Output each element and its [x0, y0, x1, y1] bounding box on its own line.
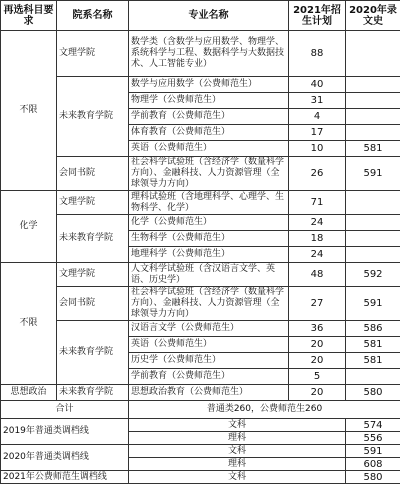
cutoff-score: 591 — [346, 445, 400, 458]
score-cell — [346, 109, 400, 125]
score-cell — [346, 191, 400, 215]
header-plan: 2021年招生计划 — [289, 1, 346, 31]
score-cell: 580 — [346, 385, 400, 401]
table-row — [1, 191, 400, 215]
table-row — [1, 321, 400, 337]
score-cell — [346, 125, 400, 141]
header-major: 专业名称 — [129, 1, 289, 31]
major-cell: 数学与应用数学（公费师范生） — [129, 77, 289, 93]
header-row — [1, 1, 400, 31]
score-cell — [346, 247, 400, 263]
cutoff-category: 文科 — [129, 471, 346, 484]
total-label: 合计 — [1, 401, 129, 419]
major-cell: 英语（公费师范生） — [129, 141, 289, 157]
cutoff-score: 574 — [346, 419, 400, 432]
table-row — [1, 77, 400, 93]
college-cell: 文理学院 — [57, 31, 129, 77]
plan-cell: 71 — [289, 191, 346, 215]
cutoff-category: 文科 — [129, 419, 346, 432]
plan-cell: 20 — [289, 385, 346, 401]
score-cell: 581 — [346, 141, 400, 157]
score-cell — [346, 215, 400, 231]
score-cell: 581 — [346, 337, 400, 353]
major-cell: 数学类（含数学与应用数学、物理学、系统科学与工程、数据科学与大数据技术、人工智能专业） — [129, 31, 289, 77]
score-cell: 581 — [346, 353, 400, 369]
cutoff-row — [1, 471, 400, 484]
plan-cell: 18 — [289, 231, 346, 247]
cutoff-row — [1, 445, 400, 458]
cutoff-score: 580 — [346, 471, 400, 484]
subject-req-cell: 思想政治 — [1, 385, 57, 401]
table-row — [1, 157, 400, 191]
major-cell: 社会科学试验班（含经济学（数量科学方向）、金融科技、人力资源管理（全球领导力方向） — [129, 287, 289, 321]
college-cell: 文理学院 — [57, 191, 129, 215]
plan-cell: 31 — [289, 93, 346, 109]
plan-cell: 26 — [289, 157, 346, 191]
score-cell: 592 — [346, 263, 400, 287]
cutoff-category: 理科 — [129, 458, 346, 471]
cutoff-category: 理科 — [129, 432, 346, 445]
score-cell — [346, 369, 400, 385]
major-cell: 地理科学（公费师范生） — [129, 247, 289, 263]
plan-cell: 27 — [289, 287, 346, 321]
table-row — [1, 31, 400, 77]
cutoff-score: 556 — [346, 432, 400, 445]
major-cell: 体育教育（公费师范生） — [129, 125, 289, 141]
plan-cell: 24 — [289, 247, 346, 263]
table-row — [1, 263, 400, 287]
table-row — [1, 215, 400, 231]
plan-cell: 5 — [289, 369, 346, 385]
major-cell: 学前教育（公费师范生） — [129, 369, 289, 385]
plan-cell: 4 — [289, 109, 346, 125]
plan-cell: 48 — [289, 263, 346, 287]
score-cell — [346, 31, 400, 77]
major-cell: 学前教育（公费师范生） — [129, 109, 289, 125]
plan-cell: 20 — [289, 337, 346, 353]
major-cell: 社会科学试验班（含经济学（数量科学方向）、金融科技、人力资源管理（全球领导力方向） — [129, 157, 289, 191]
major-cell: 物理学（公费师范生） — [129, 93, 289, 109]
plan-cell: 17 — [289, 125, 346, 141]
cutoff-row — [1, 419, 400, 432]
cutoff-label: 2021年公费师范生调档线 — [1, 471, 129, 484]
cutoff-label: 2020年普通类调档线 — [1, 445, 129, 471]
college-cell: 未来教育学院 — [57, 385, 129, 401]
major-cell: 生物科学（公费师范生） — [129, 231, 289, 247]
table-row — [1, 287, 400, 321]
college-cell: 会同书院 — [57, 157, 129, 191]
college-cell: 未来教育学院 — [57, 321, 129, 385]
cutoff-category: 文科 — [129, 445, 346, 458]
score-cell — [346, 231, 400, 247]
college-cell: 未来教育学院 — [57, 77, 129, 157]
score-cell: 586 — [346, 321, 400, 337]
plan-cell: 20 — [289, 353, 346, 369]
plan-cell: 88 — [289, 31, 346, 77]
header-score: 2020年录文史 — [346, 1, 400, 31]
header-subject-req: 再选科目要求 — [1, 1, 57, 31]
score-cell: 591 — [346, 157, 400, 191]
plan-cell: 24 — [289, 215, 346, 231]
total-value: 普通类260，公费师范生260 — [129, 401, 400, 419]
plan-cell: 36 — [289, 321, 346, 337]
major-cell: 思想政治教育（公费师范生） — [129, 385, 289, 401]
plan-cell: 40 — [289, 77, 346, 93]
college-cell: 会同书院 — [57, 287, 129, 321]
cutoff-label: 2019年普通类调档线 — [1, 419, 129, 445]
header-college: 院系名称 — [57, 1, 129, 31]
total-row — [1, 401, 400, 419]
major-cell: 理科试验班（含地理科学、心理学、生物科学、化学） — [129, 191, 289, 215]
college-cell: 未来教育学院 — [57, 215, 129, 263]
table-row — [1, 385, 400, 401]
score-cell: 591 — [346, 287, 400, 321]
college-cell: 文理学院 — [57, 263, 129, 287]
subject-req-cell: 不限 — [1, 31, 57, 191]
major-cell: 历史学（公费师范生） — [129, 353, 289, 369]
score-cell — [346, 93, 400, 109]
plan-cell: 10 — [289, 141, 346, 157]
major-cell: 英语（公费师范生） — [129, 337, 289, 353]
major-cell: 人文科学试验班（含汉语言文学、英语、历史学） — [129, 263, 289, 287]
major-cell: 化学（公费师范生） — [129, 215, 289, 231]
subject-req-cell: 不限 — [1, 263, 57, 385]
major-cell: 汉语言文学（公费师范生） — [129, 321, 289, 337]
cutoff-score: 608 — [346, 458, 400, 471]
subject-req-cell: 化学 — [1, 191, 57, 263]
score-cell — [346, 77, 400, 93]
